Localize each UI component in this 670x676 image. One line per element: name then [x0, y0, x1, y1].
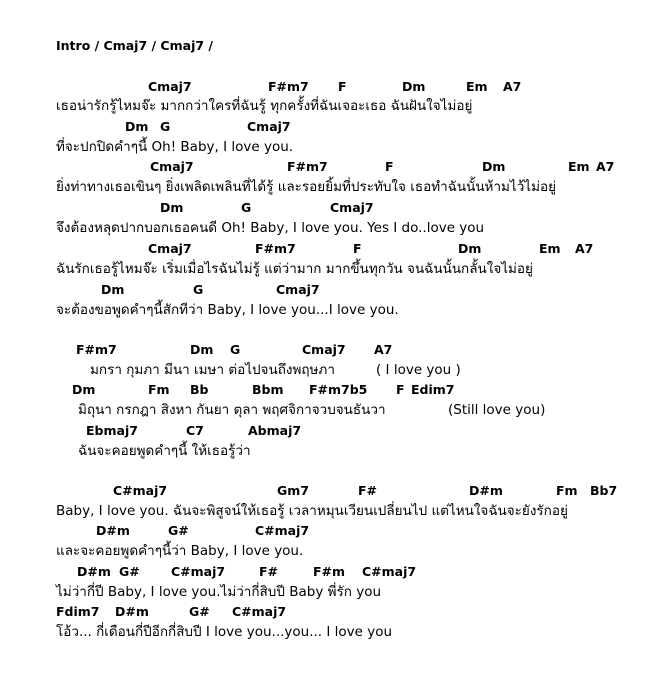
- lyric-text: โอ้ว... กี่เดือนกี่ปีอีกกี่สิบปี I love you...you... I love you: [56, 624, 393, 640]
- chord: Bb: [190, 382, 209, 397]
- chord: Cmaj7: [148, 79, 192, 94]
- chord: A7: [575, 241, 594, 256]
- chord: G: [193, 282, 204, 297]
- chord: G: [241, 200, 252, 215]
- chord: Abmaj7: [248, 423, 302, 438]
- chord: Edim7: [411, 382, 455, 397]
- intro-text: Intro / Cmaj7 / Cmaj7 /: [56, 38, 213, 53]
- lyric-text: ยิ่งท่าทางเธอเขินๆ ยิ่งเพลิดเพลินที่ได้รู้ และรอยยิ้มที่ประทับใจ เธอทำฉันนั้นห้ามไว้ไม่อยู่: [56, 179, 557, 195]
- chord: Cmaj7: [247, 119, 291, 134]
- lyric-text: ฉันจะคอยพูดคำๆนี้ ให้เธอรู้ว่า: [78, 443, 251, 459]
- chord: Fdim7: [56, 604, 100, 619]
- chord: F#m7b5: [309, 382, 368, 397]
- chord: Cmaj7: [148, 241, 192, 256]
- chord: A7: [596, 159, 615, 174]
- lyric-text: มิถุนา กรกฎา สิงหา กันยา ตุลา พฤศจิกาจวบจนธันวา: [78, 402, 386, 418]
- chord: F: [396, 382, 405, 397]
- lyric-text: เธอน่ารักรู้ไหมจ๊ะ มากกว่าใครที่ฉันรู้ ทุกครั้งที่ฉันเจอะเธอ ฉันฝันใจไม่อยู่: [56, 98, 473, 114]
- chord: C#maj7: [171, 564, 226, 579]
- chord: F: [338, 79, 347, 94]
- chord: A7: [374, 342, 393, 357]
- chord: G#: [168, 523, 189, 538]
- chord: C#maj7: [232, 604, 287, 619]
- chord: G: [230, 342, 241, 357]
- chord: Bb7: [590, 483, 618, 498]
- chord: Dm: [101, 282, 125, 297]
- chord: F#m7: [268, 79, 309, 94]
- chord: F#: [358, 483, 378, 498]
- lyric-text: มกรา กุมภา มีนา เมษา ต่อไปจนถึงพฤษภา: [90, 362, 335, 378]
- lyric-text: จะต้องขอพูดคำๆนี้สักทีว่า Baby, I love you...I love you.: [56, 302, 399, 318]
- chord: Dm: [482, 159, 506, 174]
- chord: C#maj7: [255, 523, 310, 538]
- lyric-text: ที่จะปกปิดคำๆนี้ Oh! Baby, I love you.: [56, 139, 294, 155]
- chord: Dm: [72, 382, 96, 397]
- chord: Ebmaj7: [86, 423, 138, 438]
- chord: F: [385, 159, 394, 174]
- chord: D#m: [77, 564, 111, 579]
- chord: D#m: [96, 523, 130, 538]
- chord: Em: [568, 159, 590, 174]
- chord: Dm: [402, 79, 426, 94]
- lyric-text: Baby, I love you. ฉันจะพิสูจน์ให้เธอรู้ เวลาหมุนเวียนเปลี่ยนไป แต่ไหนใจฉันจะยังรักอยู่: [56, 503, 568, 519]
- chord: F#m7: [76, 342, 117, 357]
- chord: F#m7: [287, 159, 328, 174]
- chord: F#m7: [255, 241, 296, 256]
- chord: C#maj7: [113, 483, 168, 498]
- chord: Dm: [160, 200, 184, 215]
- chord: Bbm: [252, 382, 284, 397]
- chord: Cmaj7: [330, 200, 374, 215]
- lyric-text: จึงต้องหลุดปากบอกเธอคนดี Oh! Baby, I love you. Yes I do..love you: [56, 220, 485, 236]
- chord: Dm: [190, 342, 214, 357]
- chord: C7: [186, 423, 204, 438]
- chord: F#: [259, 564, 279, 579]
- chord: Em: [539, 241, 561, 256]
- chord: F#m: [313, 564, 346, 579]
- lyric-text: ไม่ว่ากี่ปี Baby, I love you.ไม่ว่ากี่สิบปี Baby พี่รัก you: [56, 584, 382, 600]
- chord: Dm: [458, 241, 482, 256]
- chord: D#m: [115, 604, 149, 619]
- chord: Fm: [148, 382, 170, 397]
- chord: F: [353, 241, 362, 256]
- chord: Cmaj7: [276, 282, 320, 297]
- chord: G#: [119, 564, 140, 579]
- lyric-text: และจะคอยพูดคำๆนี้ว่า Baby, I love you.: [56, 543, 304, 559]
- chord: Gm7: [277, 483, 309, 498]
- chord: Cmaj7: [302, 342, 346, 357]
- lyric-aside: (Still love you): [448, 402, 546, 418]
- lyric-text: ฉันรักเธอรู้ไหมจ๊ะ เริ่มเมื่อไรฉันไม่รู้ แต่ว่ามาก มากขึ้นทุกวัน จนฉันนั้นกลั้นใจไม่อยู่: [56, 261, 533, 277]
- chord: G: [160, 119, 171, 134]
- chord: C#maj7: [362, 564, 417, 579]
- chord: A7: [503, 79, 522, 94]
- chord: Cmaj7: [150, 159, 194, 174]
- chord: Dm: [125, 119, 149, 134]
- chord: D#m: [469, 483, 503, 498]
- chord: G#: [189, 604, 210, 619]
- chord: Em: [466, 79, 488, 94]
- lyric-aside: ( I love you ): [376, 362, 461, 378]
- chord: Fm: [556, 483, 578, 498]
